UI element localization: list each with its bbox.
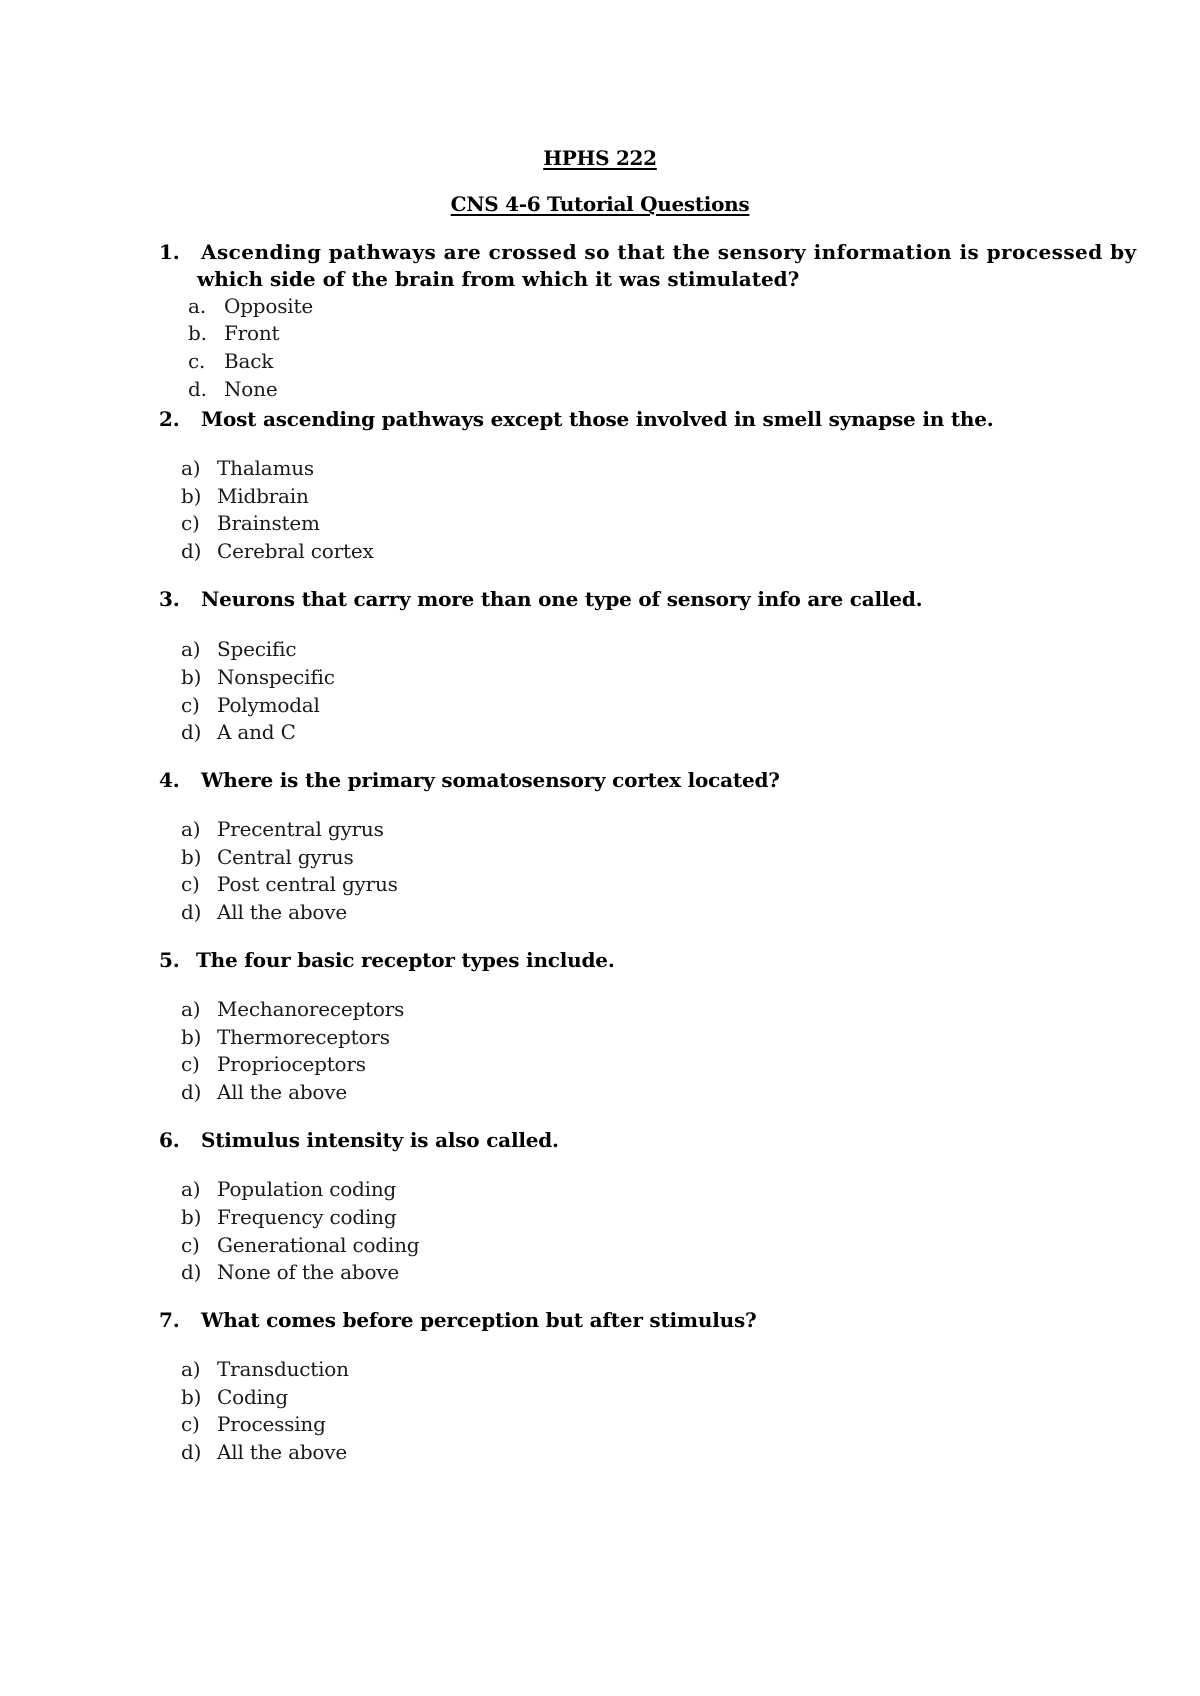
question-number: 5. (159, 948, 180, 972)
page-subtitle: CNS 4-6 Tutorial Questions (450, 192, 750, 216)
option: a) Thalamus (181, 456, 314, 480)
question-5 (159, 948, 615, 972)
option: a) Specific (181, 637, 297, 661)
question-2 (159, 407, 994, 431)
option: a) Precentral gyrus (181, 817, 384, 841)
question-6 (159, 1128, 559, 1152)
option: c) Generational coding (181, 1233, 420, 1257)
question-number: 1. (159, 240, 180, 264)
question-text: Neurons that carry more than one type of sensory info are called. (201, 587, 923, 611)
option: b) Central gyrus (181, 845, 354, 869)
question-number: 2. (159, 407, 180, 431)
course-title: HPHS 222 (543, 146, 657, 170)
question-number: 4. (159, 768, 180, 792)
question-number: 3. (159, 587, 180, 611)
option: c) Post central gyrus (181, 872, 398, 896)
option: b) Thermoreceptors (181, 1025, 390, 1049)
question-number: 6. (159, 1128, 180, 1152)
option: c) Polymodal (181, 693, 320, 717)
option: a) Transduction (181, 1357, 349, 1381)
question-3 (159, 587, 922, 611)
option: d. None (188, 377, 278, 401)
option: c. Back (188, 349, 274, 373)
option: d) All the above (181, 900, 348, 924)
option: d) Cerebral cortex (181, 539, 374, 563)
option: d) All the above (181, 1080, 348, 1104)
option: d) All the above (181, 1440, 348, 1464)
option: b) Coding (181, 1385, 289, 1409)
question-text: The four basic receptor types include. (196, 948, 615, 972)
question-1 (159, 240, 1137, 264)
option: c) Processing (181, 1412, 326, 1436)
question-number: 7. (159, 1308, 180, 1332)
option: d) None of the above (181, 1260, 400, 1284)
option: d) A and C (181, 720, 296, 744)
option: c) Proprioceptors (181, 1052, 366, 1076)
question-text: What comes before perception but after stimulus? (201, 1308, 757, 1332)
option: b) Nonspecific (181, 665, 335, 689)
question-text: Where is the primary somatosensory cortex located? (201, 768, 780, 792)
option: b) Frequency coding (181, 1205, 397, 1229)
question-text: Most ascending pathways except those involved in smell synapse in the. (201, 407, 994, 431)
option: a) Mechanoreceptors (181, 997, 405, 1021)
option: a) Population coding (181, 1177, 397, 1201)
question-7 (159, 1308, 757, 1332)
question-text: Stimulus intensity is also called. (201, 1128, 559, 1152)
option: a. Opposite (188, 294, 313, 318)
option: b. Front (188, 321, 280, 345)
question-1-continuation: which side of the brain from which it was stimulated? (197, 267, 800, 291)
question-4 (159, 768, 780, 792)
question-text: Ascending pathways are crossed so that the sensory information is processed by (201, 240, 1137, 264)
option: b) Midbrain (181, 484, 309, 508)
option: c) Brainstem (181, 511, 320, 535)
